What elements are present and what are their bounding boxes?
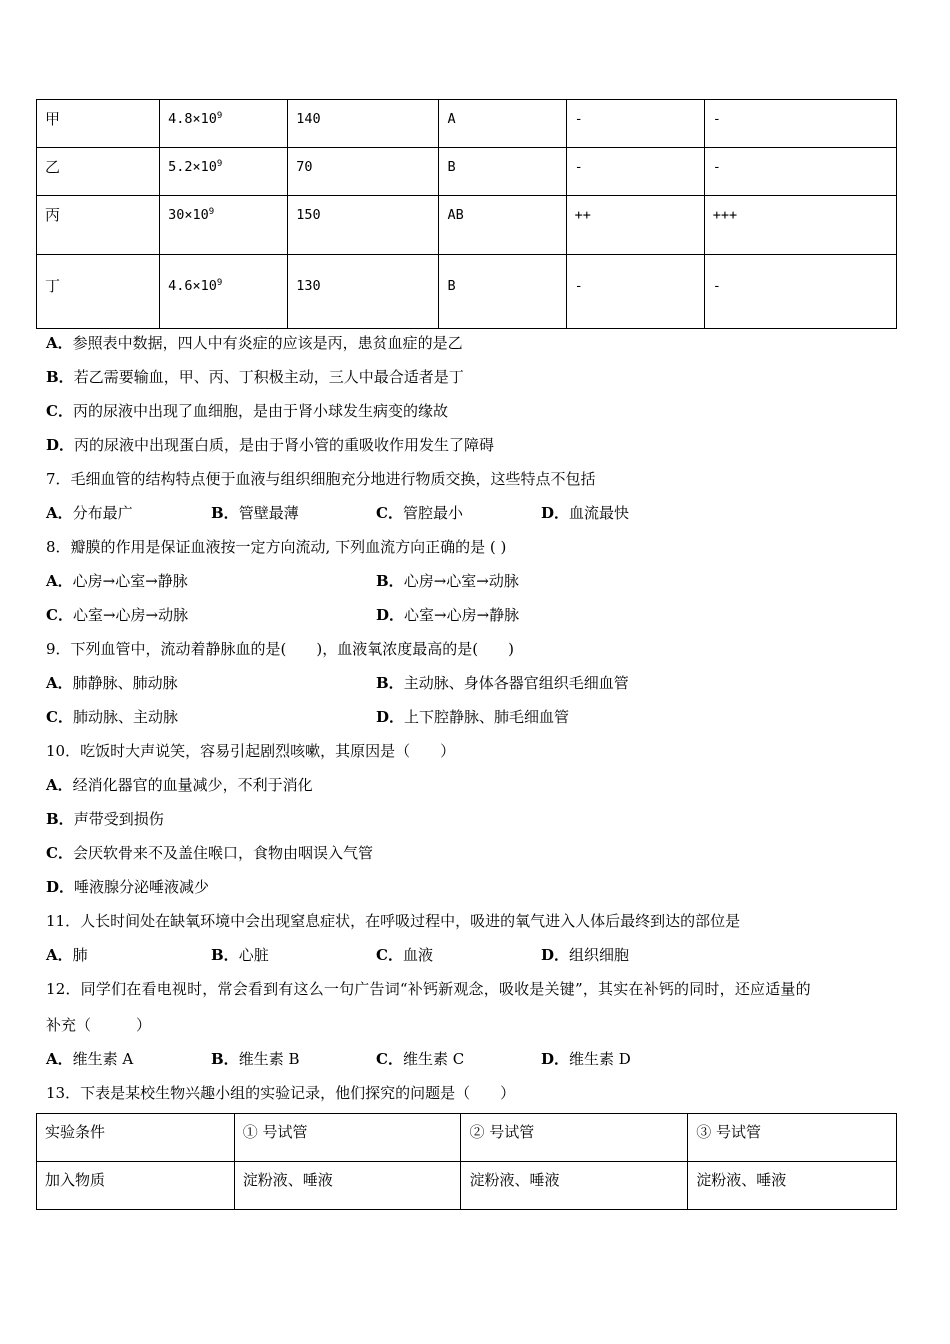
experiment-table: [36, 1113, 897, 1210]
q12-option-a[interactable]: A．维生素 A: [46, 1050, 134, 1068]
cell-count: $30\times 10^9$: [160, 196, 288, 255]
q8-stem: 8．瓣膜的作用是保证血液按一定方向流动, 下列血流方向正确的是 ( ): [46, 538, 507, 556]
cell-value: -: [566, 100, 704, 148]
table-row: [37, 148, 897, 196]
q11-option-d[interactable]: D．组织细胞: [541, 946, 630, 964]
table-header-row: [37, 1114, 897, 1162]
q7-option-a[interactable]: A．分布最广: [46, 504, 133, 522]
q8-option-d[interactable]: D．心室→心房→静脉: [376, 606, 520, 624]
cell-value: 70: [288, 148, 439, 196]
table-cell: 淀粉液、唾液: [461, 1162, 688, 1210]
cell-value: 140: [288, 100, 439, 148]
q9-option-d[interactable]: D．上下腔静脉、肺毛细血管: [376, 708, 570, 726]
q7-option-d[interactable]: D．血流最快: [541, 504, 630, 522]
q6-option-b[interactable]: B．若乙需要输血，甲、丙、丁积极主动，三人中最合适者是丁: [46, 368, 464, 386]
table-cell: 淀粉液、唾液: [234, 1162, 461, 1210]
header-cell: ① 号试管: [234, 1114, 461, 1162]
cell-value: ++: [566, 196, 704, 255]
q12-stem: 12．同学们在看电视时，常会看到有这么一句广告词“补钙新观念，吸收是关键”，其实在补钙的同时，还应适量的: [46, 980, 811, 998]
q12-stem-continued: 补充（ ）: [46, 1016, 152, 1034]
blood-test-table: [36, 99, 897, 329]
q9-stem: 9．下列血管中，流动着静脉血的是( )，血液氧浓度最高的是( ): [46, 640, 514, 658]
q8-option-c[interactable]: C．心室→心房→动脉: [46, 606, 189, 624]
q10-stem: 10．吃饭时大声说笑，容易引起剧烈咳嗽，其原因是（ ）: [46, 742, 456, 760]
cell-value: 150: [288, 196, 439, 255]
q10-option-a[interactable]: A．经消化器官的血量减少，不利于消化: [46, 776, 313, 794]
q12-option-b[interactable]: B．维生素 B: [211, 1050, 300, 1068]
person-name: 乙: [37, 148, 160, 196]
q6-option-a[interactable]: A．参照表中数据，四人中有炎症的应该是丙，患贫血症的是乙: [46, 334, 463, 352]
table-row: [37, 196, 897, 255]
table-row: [37, 1162, 897, 1210]
table-cell: 加入物质: [37, 1162, 235, 1210]
q6-option-d[interactable]: D．丙的尿液中出现蛋白质，是由于肾小管的重吸收作用发生了障碍: [46, 436, 495, 454]
cell-value: -: [566, 255, 704, 329]
q9-option-a[interactable]: A．肺静脉、肺动脉: [46, 674, 178, 692]
cell-value: -: [704, 255, 896, 329]
q12-option-d[interactable]: D．维生素 D: [541, 1050, 631, 1068]
cell-blood-type: A: [439, 100, 566, 148]
q7-option-b[interactable]: B．管壁最薄: [211, 504, 299, 522]
cell-blood-type: B: [439, 255, 566, 329]
q13-stem: 13．下表是某校生物兴趣小组的实验记录，他们探究的问题是（ ）: [46, 1084, 516, 1102]
cell-count: $4.8\times 10^9$: [160, 100, 288, 148]
q7-option-c[interactable]: C．管腔最小: [376, 504, 463, 522]
table-row: [37, 255, 897, 329]
table-row: [37, 100, 897, 148]
q9-option-b[interactable]: B．主动脉、身体各器官组织毛细血管: [376, 674, 629, 692]
cell-value: -: [704, 100, 896, 148]
cell-blood-type: B: [439, 148, 566, 196]
q11-option-b[interactable]: B．心脏: [211, 946, 269, 964]
header-cell: ② 号试管: [461, 1114, 688, 1162]
cell-count: $4.6\times 10^9$: [160, 255, 288, 329]
cell-blood-type: AB: [439, 196, 566, 255]
q10-option-c[interactable]: C．会厌软骨来不及盖住喉口，食物由咽误入气管: [46, 844, 373, 862]
person-name: 甲: [37, 100, 160, 148]
q8-option-b[interactable]: B．心房→心室→动脉: [376, 572, 519, 590]
q8-option-a[interactable]: A．心房→心室→静脉: [46, 572, 188, 590]
q12-option-c[interactable]: C．维生素 C: [376, 1050, 465, 1068]
cell-value: -: [704, 148, 896, 196]
q7-stem: 7．毛细血管的结构特点便于血液与组织细胞充分地进行物质交换，这些特点不包括: [46, 470, 596, 488]
table-cell: 淀粉液、唾液: [688, 1162, 897, 1210]
person-name: 丁: [37, 255, 160, 329]
q10-option-b[interactable]: B．声带受到损伤: [46, 810, 164, 828]
header-cell: ③ 号试管: [688, 1114, 897, 1162]
header-cell: 实验条件: [37, 1114, 235, 1162]
cell-value: 130: [288, 255, 439, 329]
cell-value: +++: [704, 196, 896, 255]
q6-option-c[interactable]: C．丙的尿液中出现了血细胞，是由于肾小球发生病变的缘故: [46, 402, 448, 420]
cell-value: -: [566, 148, 704, 196]
q11-stem: 11．人长时间处在缺氧环境中会出现窒息症状，在呼吸过程中，吸进的氧气进入人体后最终到达的部位是: [46, 912, 741, 930]
q9-option-c[interactable]: C．肺动脉、主动脉: [46, 708, 178, 726]
person-name: 丙: [37, 196, 160, 255]
cell-count: $5.2\times 10^9$: [160, 148, 288, 196]
q11-option-c[interactable]: C．血液: [376, 946, 433, 964]
q10-option-d[interactable]: D．唾液腺分泌唾液减少: [46, 878, 210, 896]
q11-option-a[interactable]: A．肺: [46, 946, 88, 964]
